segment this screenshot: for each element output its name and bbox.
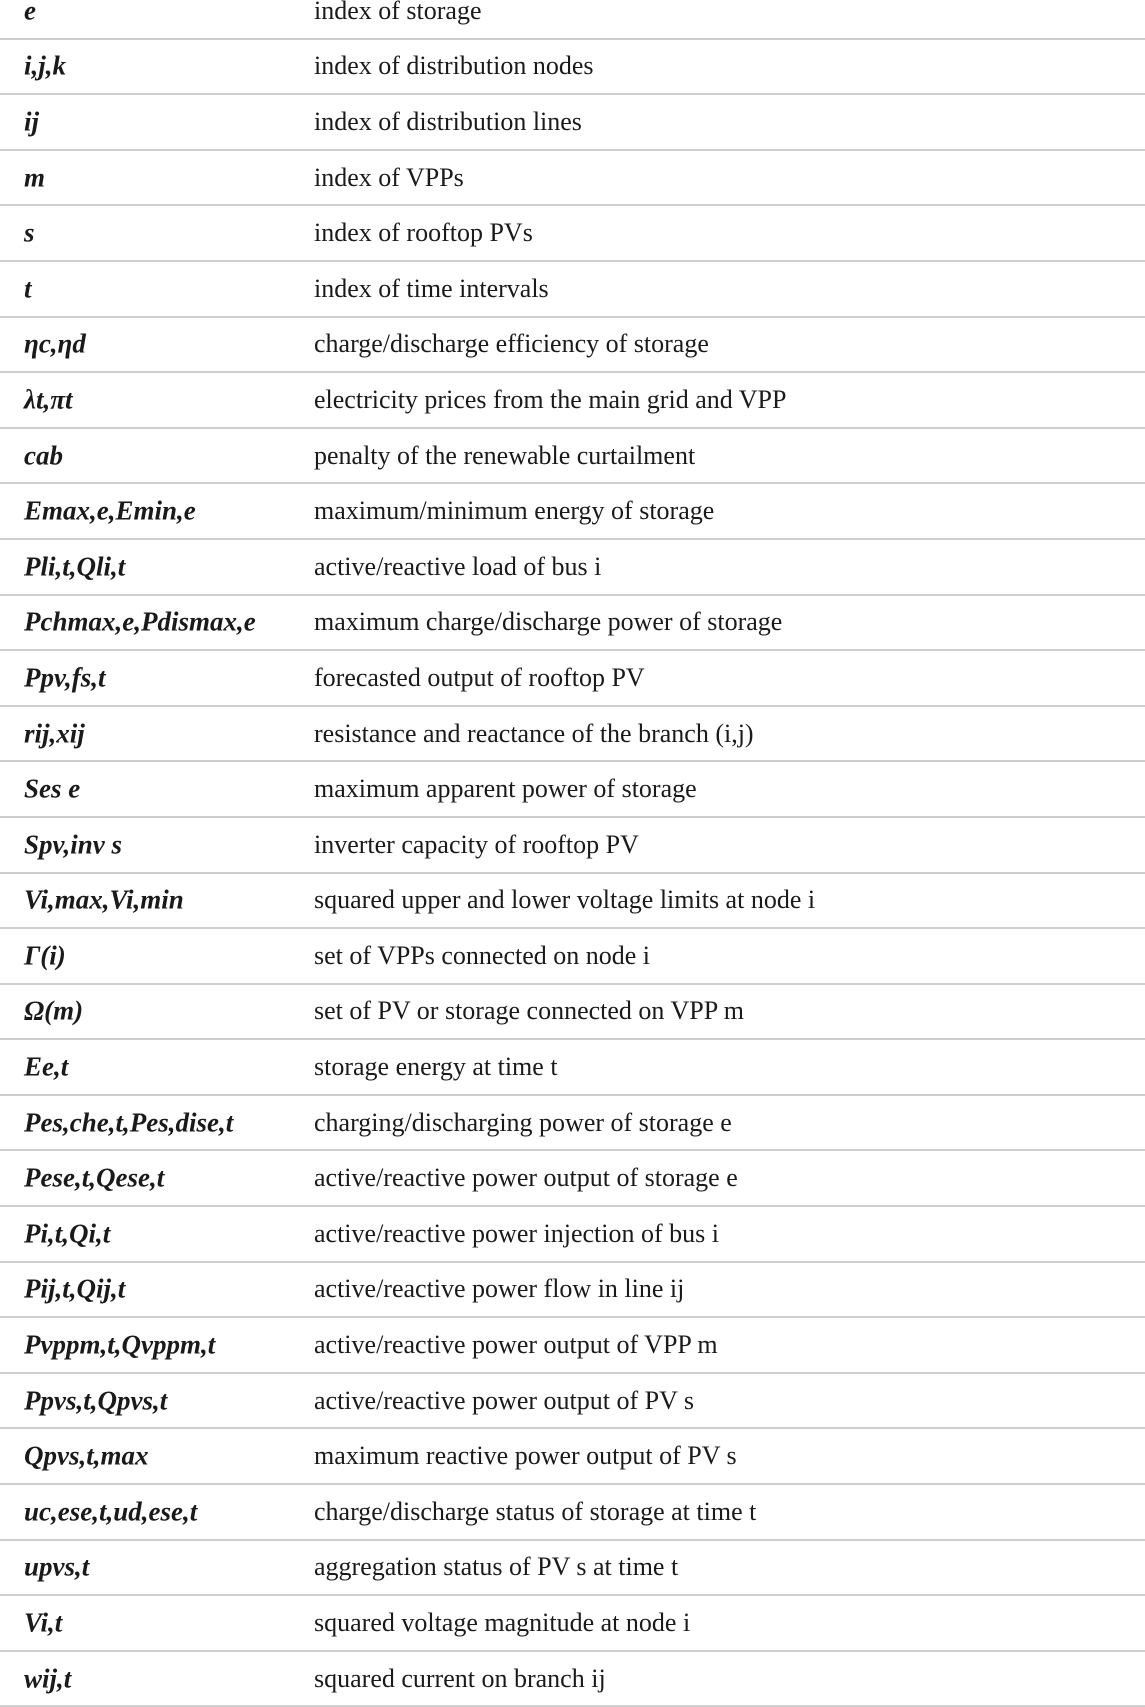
table-row: [0, 1429, 1145, 1485]
symbol-cell: s: [24, 217, 35, 248]
table-row: [0, 1596, 1145, 1652]
description-cell: forecasted output of rooftop PV: [314, 662, 645, 692]
description-cell: maximum charge/discharge power of storage: [314, 607, 783, 637]
table-row: [0, 1207, 1145, 1263]
description-cell: active/reactive power injection of bus i: [314, 1218, 720, 1248]
symbol-cell: Vi,max,Vi,min: [24, 884, 184, 915]
symbol-cell: Emax,e,Emin,e: [24, 495, 196, 526]
description-cell: squared voltage magnitude at node i: [314, 1608, 691, 1638]
description-cell: index of time intervals: [314, 273, 549, 303]
description-cell: inverter capacity of rooftop PV: [314, 829, 639, 859]
table-row: [0, 707, 1145, 763]
symbol-cell: Ppvs,t,Qpvs,t: [24, 1385, 168, 1416]
table-row: [0, 484, 1145, 540]
table-row: [0, 429, 1145, 485]
symbol-cell: uc,ese,t,ud,ese,t: [24, 1496, 198, 1527]
table-row: [0, 151, 1145, 207]
table-row: [0, 95, 1145, 151]
table-row: [0, 985, 1145, 1041]
table-row: [0, 1263, 1145, 1319]
symbol-cell: Qpvs,t,max: [24, 1440, 149, 1471]
symbol-cell: upvs,t: [24, 1551, 90, 1582]
description-cell: index of distribution lines: [314, 106, 582, 136]
table-row: [0, 0, 1145, 40]
symbol-cell: Ω(m): [24, 995, 84, 1026]
symbol-cell: Pvppm,t,Qvppm,t: [24, 1329, 216, 1360]
symbol-cell: i,j,k: [24, 50, 67, 81]
table-row: [0, 818, 1145, 874]
description-cell: charge/discharge status of storage at time t: [314, 1496, 757, 1526]
description-cell: aggregation status of PV s at time t: [314, 1552, 679, 1582]
symbol-cell: Pli,t,Qli,t: [24, 551, 126, 582]
description-cell: squared current on branch ij: [314, 1663, 606, 1693]
description-cell: set of VPPs connected on node i: [314, 940, 651, 970]
table-row: [0, 596, 1145, 652]
symbol-cell: Pes,che,t,Pes,dise,t: [24, 1107, 234, 1138]
table-row: [0, 373, 1145, 429]
table-row: [0, 206, 1145, 262]
symbol-cell: Pese,t,Qese,t: [24, 1162, 165, 1193]
table-row: [0, 540, 1145, 596]
table-row: [0, 651, 1145, 707]
table-row: [0, 1652, 1145, 1707]
symbol-cell: Pij,t,Qij,t: [24, 1273, 126, 1304]
table-row: [0, 1040, 1145, 1096]
symbol-cell: Ppv,fs,t: [24, 662, 106, 693]
symbol-cell: Pi,t,Qi,t: [24, 1218, 111, 1249]
symbol-cell: Ses e: [24, 773, 81, 804]
description-cell: active/reactive load of bus i: [314, 551, 602, 581]
description-cell: maximum/minimum energy of storage: [314, 496, 715, 526]
description-cell: maximum apparent power of storage: [314, 774, 697, 804]
description-cell: squared upper and lower voltage limits at node i: [314, 885, 816, 915]
symbol-cell: rij,xij: [24, 718, 85, 749]
description-cell: storage energy at time t: [314, 1052, 558, 1082]
description-cell: index of VPPs: [314, 162, 464, 192]
description-cell: charge/discharge efficiency of storage: [314, 329, 709, 359]
symbol-cell: m: [24, 162, 46, 193]
table-row: [0, 1374, 1145, 1430]
table-row: [0, 929, 1145, 985]
description-cell: electricity prices from the main grid and VPP: [314, 384, 787, 414]
table-row: [0, 762, 1145, 818]
symbol-cell: ij: [24, 106, 40, 137]
table-row: [0, 40, 1145, 96]
symbol-cell: Γ(i): [24, 940, 66, 971]
table-row: [0, 262, 1145, 318]
table-row: [0, 1151, 1145, 1207]
table-row: [0, 1318, 1145, 1374]
description-cell: index of rooftop PVs: [314, 218, 533, 248]
symbol-cell: cab: [24, 440, 63, 471]
description-cell: active/reactive power output of storage e: [314, 1163, 738, 1193]
symbol-cell: e: [24, 0, 36, 26]
symbol-cell: Spv,inv s: [24, 829, 123, 860]
description-cell: active/reactive power flow in line ij: [314, 1274, 685, 1304]
description-cell: index of distribution nodes: [314, 51, 594, 81]
table-row: [0, 1485, 1145, 1541]
symbol-cell: Pchmax,e,Pdismax,e: [24, 606, 256, 637]
description-cell: active/reactive power output of VPP m: [314, 1330, 718, 1360]
symbol-cell: Ee,t: [24, 1051, 69, 1082]
table-row: [0, 318, 1145, 374]
symbol-cell: Vi,t: [24, 1607, 63, 1638]
description-cell: maximum reactive power output of PV s: [314, 1441, 737, 1471]
description-cell: penalty of the renewable curtailment: [314, 440, 696, 470]
symbol-cell: t: [24, 273, 32, 304]
table-row: [0, 1096, 1145, 1152]
symbol-cell: ηc,ηd: [24, 328, 86, 359]
description-cell: resistance and reactance of the branch (i,j): [314, 718, 754, 748]
table-row: [0, 1541, 1145, 1597]
table-row: [0, 874, 1145, 930]
description-cell: charging/discharging power of storage e: [314, 1107, 732, 1137]
description-cell: active/reactive power output of PV s: [314, 1385, 695, 1415]
symbol-cell: wij,t: [24, 1663, 72, 1694]
description-cell: index of storage: [314, 0, 482, 25]
symbol-cell: λt,πt: [24, 384, 73, 415]
description-cell: set of PV or storage connected on VPP m: [314, 996, 744, 1026]
